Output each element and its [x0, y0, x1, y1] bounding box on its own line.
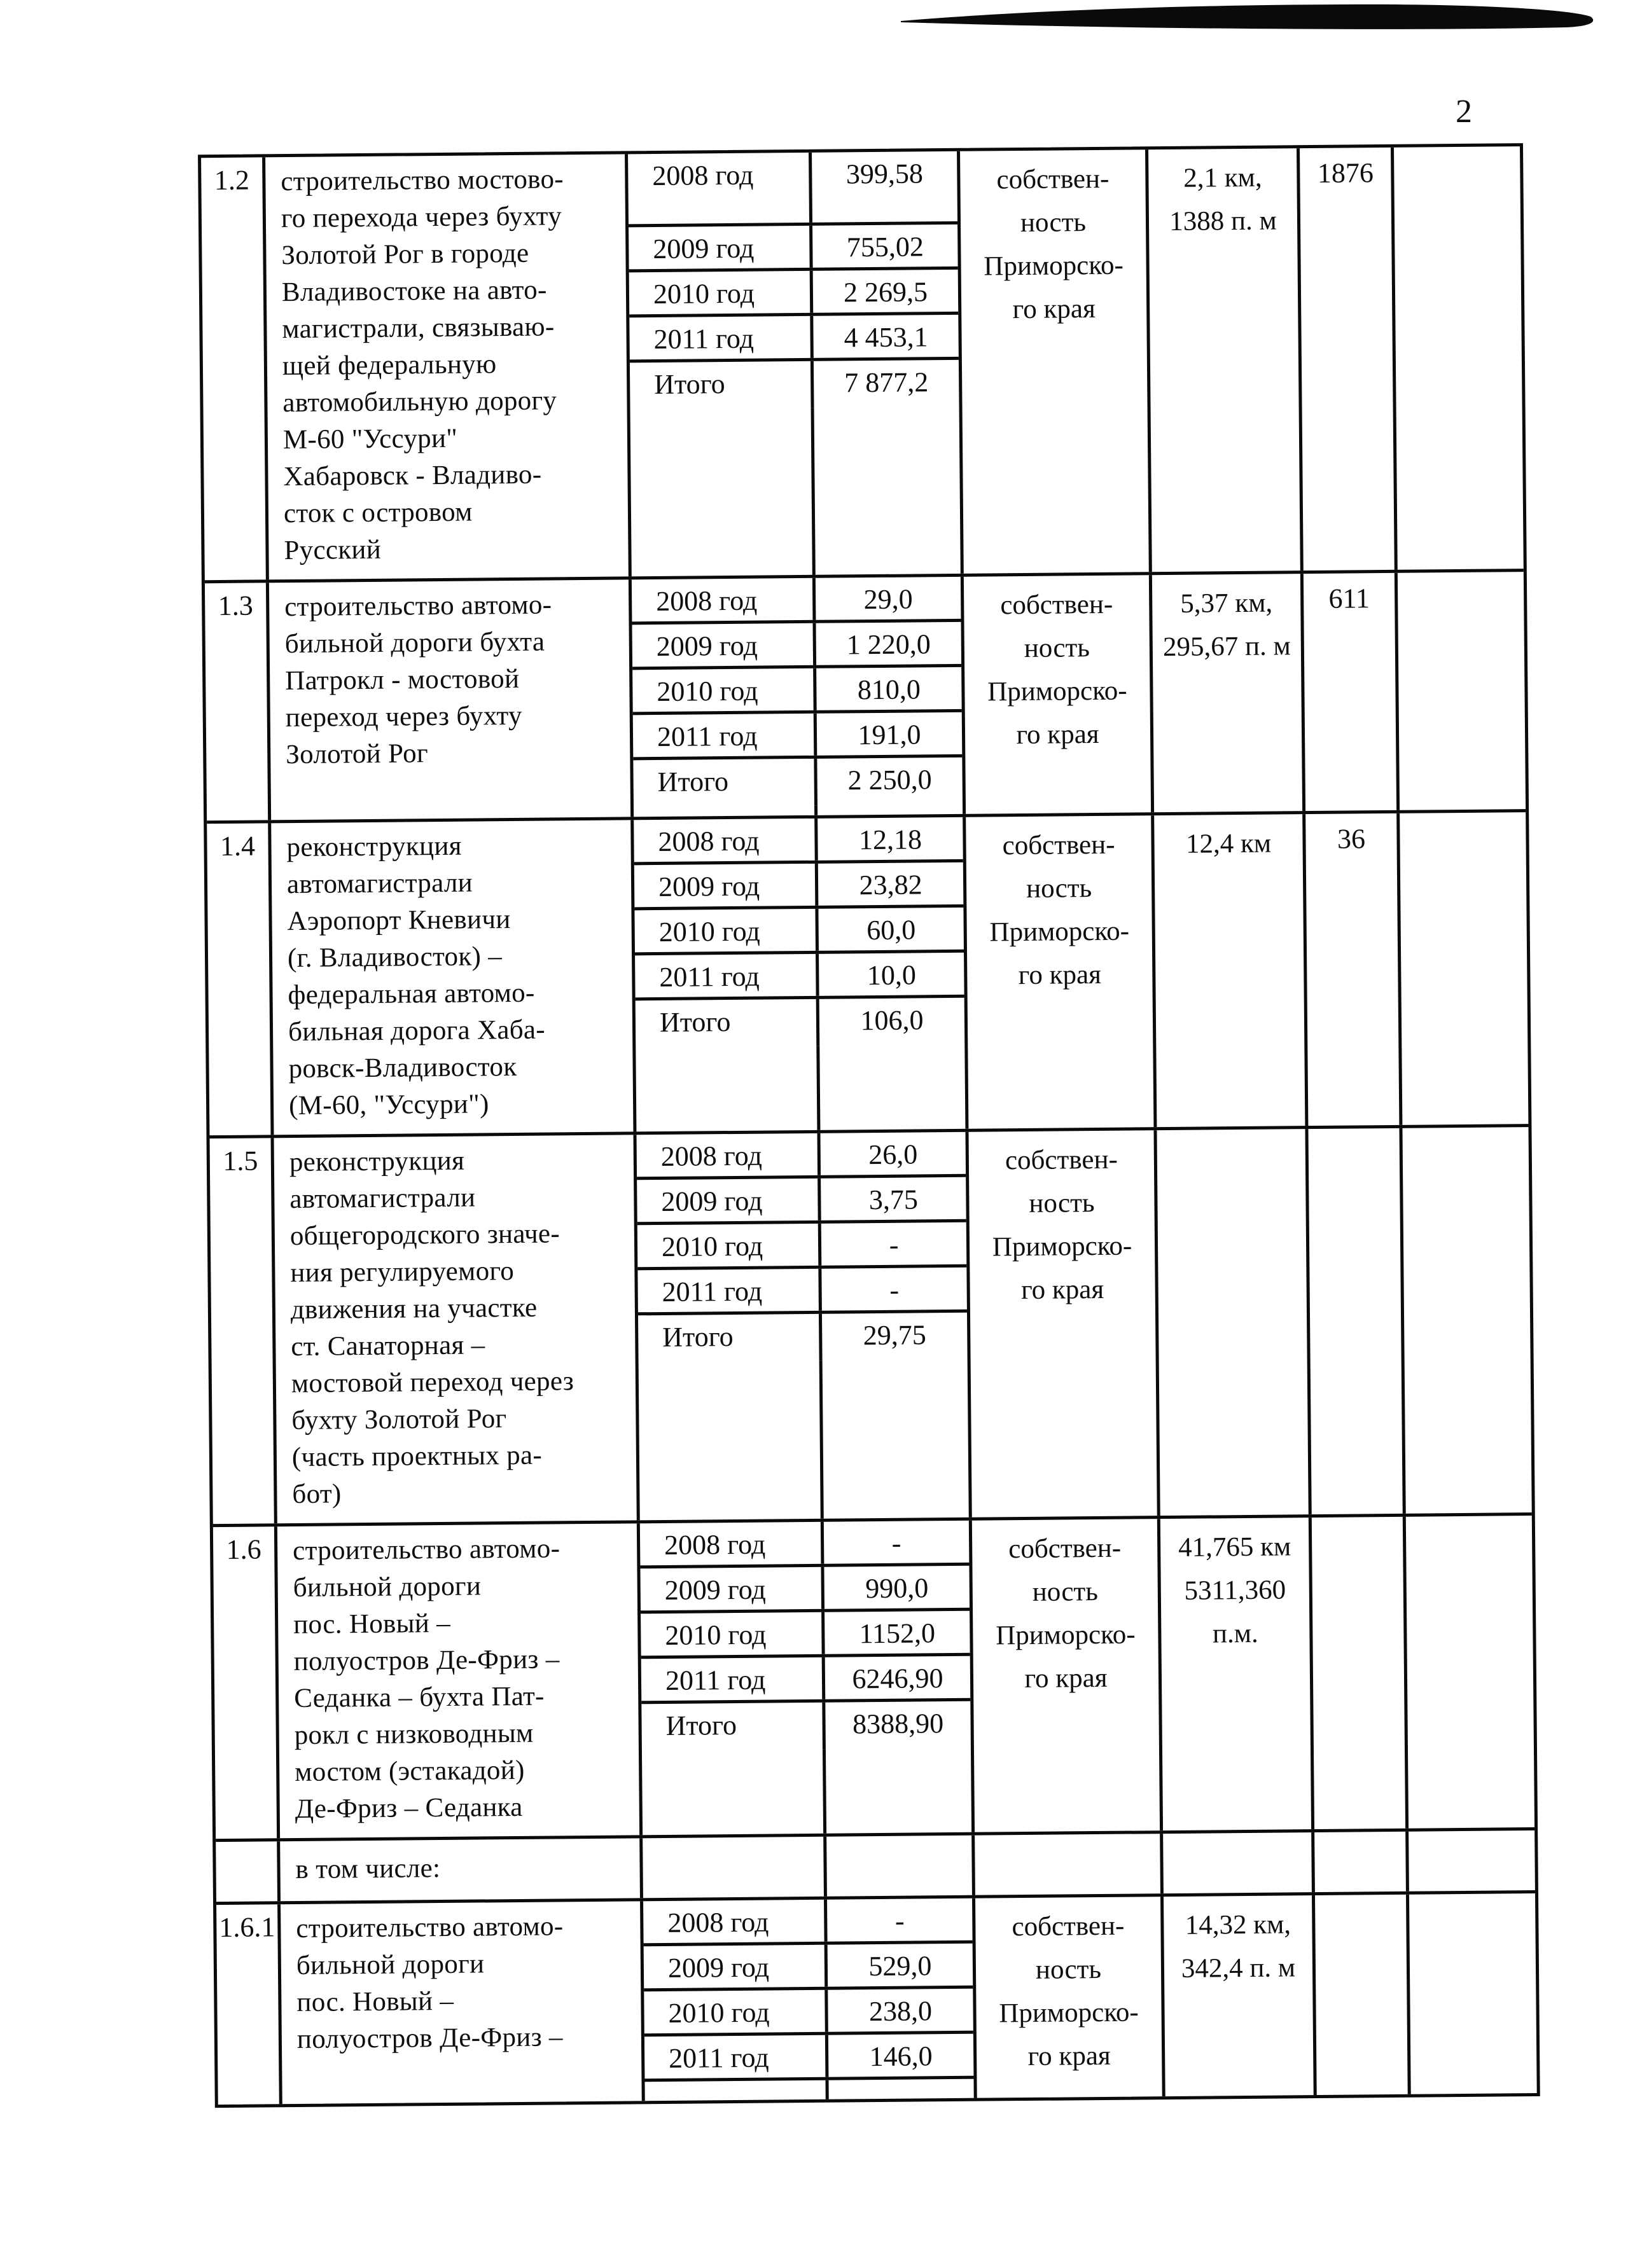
year-label: 2008 год: [655, 584, 758, 618]
empty-cell: [1396, 812, 1528, 1125]
year-amount: 146,0: [825, 2034, 974, 2077]
total-amount: 2 250,0: [814, 757, 963, 806]
project-description: строительство автомо- бильной дороги бухта Патрокл - мостовой переход через бухту Золотой Рог: [266, 579, 630, 820]
table-row: [205, 569, 1526, 820]
count-cell: 611: [1300, 573, 1396, 811]
table-row: [213, 1512, 1534, 1839]
empty-cell: [1403, 1516, 1534, 1829]
count-cell: [1312, 1895, 1408, 2095]
page-number: 2: [1456, 93, 1472, 130]
year-subrow: [635, 953, 964, 1001]
year-subrow: [644, 1944, 973, 1992]
empty-cell: [1405, 1830, 1535, 1891]
year-amount: 4 453,1: [810, 315, 959, 358]
year-subrow: [628, 151, 957, 228]
year-label: 2009 год: [664, 1573, 767, 1606]
length-cell: 2,1 км, 1388 п. м: [1145, 148, 1300, 572]
year-amount: 990,0: [821, 1566, 970, 1609]
count-cell: [1311, 1832, 1406, 1892]
total-subrow: [633, 757, 963, 808]
count-cell: [1309, 1517, 1405, 1829]
table-row: [201, 146, 1524, 580]
table-row: [216, 1890, 1537, 2105]
total-amount: 7 877,2: [811, 360, 959, 408]
total-amount: 106,0: [816, 998, 965, 1046]
year-label: 2009 год: [653, 232, 755, 265]
year-label: 2009 год: [667, 1951, 770, 1984]
year-amount: 60,0: [815, 908, 964, 951]
year-label: 2011 год: [659, 960, 760, 993]
year-amount: 238,0: [824, 1989, 973, 2032]
year-subrow: [637, 1222, 967, 1271]
project-description: строительство мостово- го перехода через бухту Золотой Рог в городе Владивостоке на авто- магистрали, связываю- щей федеральную автомобильную дорогу М-60 "Уссури" Хабаровск - Владиво- сток с островом Русский: [262, 154, 629, 579]
year-label: 2010 год: [661, 1230, 763, 1262]
count-cell: [1305, 1128, 1402, 1514]
year-filler: [639, 1360, 969, 1521]
table-row: [207, 809, 1528, 1135]
total-amount: 8388,90: [822, 1701, 971, 1750]
year-subrow: [629, 315, 959, 363]
length-cell: 14,32 км, 342,4 п. м: [1160, 1895, 1314, 2096]
year-amount: 529,0: [824, 1944, 973, 1987]
row-number: [216, 1841, 277, 1902]
year-label: 2008 год: [658, 825, 760, 857]
length-cell: 5,37 км, 295,67 п. м: [1149, 574, 1302, 812]
year-label: 2009 год: [656, 630, 758, 663]
ownership-cell: собствен- ность Приморско- го края: [963, 815, 1153, 1129]
year-subrow: [641, 1656, 971, 1704]
year-filler: [642, 1748, 971, 1836]
year-subrow: [637, 1177, 966, 1226]
ink-smear-artifact: [898, 1, 1601, 34]
year-subrow: [634, 817, 963, 866]
year-label: 2010 год: [668, 1996, 770, 2029]
length-cell: [1160, 1832, 1312, 1893]
year-subrow: [637, 1132, 966, 1180]
year-amount: -: [824, 1898, 973, 1942]
project-description: строительство автомо- бильной дороги пос. Новый – полуостров Де-Фриз –: [277, 1901, 642, 2104]
row-number: 1.5: [223, 1145, 258, 1177]
subtotal-header-label: в том числе:: [277, 1838, 640, 1901]
year-amount: 6246,90: [822, 1656, 971, 1699]
year-amount: 10,0: [816, 953, 964, 996]
total-subrow: [630, 360, 959, 410]
subtotal-header-row: [216, 1827, 1535, 1902]
year-amount-block: [625, 151, 961, 577]
empty-cell: [1406, 1893, 1537, 2094]
year-amount: 399,58: [809, 151, 957, 223]
row-number: 1.6: [226, 1533, 261, 1565]
year-amount: 26,0: [817, 1132, 966, 1175]
year-amount-block: [630, 817, 965, 1132]
year-amount: 191,0: [814, 712, 963, 756]
year-amount: 1152,0: [821, 1611, 970, 1654]
year-label: 2008 год: [660, 1140, 763, 1172]
empty-cell: [1395, 572, 1526, 810]
year-subrow: [644, 2034, 974, 2082]
total-label: Итого: [653, 368, 725, 401]
ownership-cell: собствен- ность Приморско- го края: [969, 1519, 1160, 1832]
year-subrow: [632, 577, 961, 625]
ownership-cell: собствен- ность Приморско- го края: [961, 575, 1151, 814]
project-description: реконструкция автомагистрали Аэропорт Кневичи (г. Владивосток) – федеральная автомо- бильная дорога Хаба- ровск-Владивосток (М-60, "Уссури"): [268, 820, 633, 1135]
year-subrow: [634, 862, 964, 911]
row-number: 1.4: [219, 830, 256, 862]
year-amount: 29,0: [812, 577, 961, 620]
year-amount: 810,0: [813, 667, 962, 710]
year-amount-block: [639, 1836, 972, 1898]
total-label: Итого: [665, 1709, 737, 1741]
year-amount: 3,75: [818, 1177, 966, 1220]
length-cell: 12,4 км: [1151, 814, 1305, 1127]
year-amount-block: [634, 1132, 969, 1521]
project-description: реконструкция автомагистрали общегородского значе- ния регулируемого движения на участке ст. Санаторная – мостовой переход через бухту Золотой Рог (часть проектных ра- бот): [271, 1135, 637, 1523]
row-number: 1.2: [214, 164, 250, 197]
year-amount: -: [818, 1268, 967, 1311]
year-filler: [644, 2079, 973, 2101]
empty-cell: [1391, 146, 1524, 570]
length-cell: 41,765 км 5311,360 п.м.: [1157, 1518, 1311, 1830]
year-label: 2010 год: [653, 277, 755, 310]
year-amount: 2 269,5: [810, 270, 959, 313]
total-subrow: [641, 1701, 971, 1752]
year-filler: [630, 407, 961, 577]
ownership-cell: собствен- ность Приморско- го края: [965, 1130, 1157, 1518]
total-label: Итого: [657, 766, 729, 798]
ownership-cell: собствен- ность Приморско- го края: [957, 149, 1149, 574]
year-label: 2011 год: [657, 720, 758, 753]
year-subrow: [632, 622, 962, 670]
year-label: 2010 год: [658, 915, 761, 948]
year-label: 2011 год: [653, 322, 755, 356]
table-row: [209, 1124, 1531, 1524]
empty-cell: [1399, 1127, 1531, 1514]
year-amount-block: [640, 1898, 974, 2101]
year-label: 2011 год: [665, 1664, 766, 1696]
year-amount: -: [818, 1222, 967, 1266]
year-subrow: [633, 712, 963, 761]
year-amount: -: [821, 1521, 970, 1564]
total-subrow: [636, 998, 965, 1048]
count-cell: 36: [1302, 813, 1399, 1126]
year-subrow: [641, 1611, 970, 1659]
year-amount: 1 220,0: [812, 622, 961, 665]
year-subrow: [629, 270, 959, 318]
year-subrow: [643, 1898, 973, 1947]
year-label: 2011 год: [668, 2042, 769, 2074]
year-subrow: [640, 1566, 970, 1614]
year-subrow: [644, 1989, 973, 2037]
row-number: 1.6.1: [219, 1911, 275, 1944]
total-label: Итого: [662, 1320, 734, 1353]
project-description: строительство автомо- бильной дороги пос. Новый – полуостров Де-Фриз – Седанка – бухта Пат- рокл с низководным мостом (эстакадой) Де-Фриз – Седанка: [274, 1523, 639, 1838]
year-label: 2009 год: [661, 1185, 763, 1217]
year-label: 2010 год: [665, 1619, 767, 1651]
year-label: 2008 год: [664, 1528, 766, 1561]
year-subrow: [637, 1268, 967, 1316]
year-label: 2011 год: [662, 1275, 763, 1308]
year-subrow: [629, 225, 958, 273]
year-label: 2008 год: [652, 159, 754, 192]
length-cell: [1153, 1129, 1308, 1516]
year-filler: [643, 1836, 972, 1898]
year-amount: 23,82: [815, 862, 964, 906]
year-subrow: [634, 908, 964, 956]
year-amount-block: [637, 1521, 971, 1836]
total-subrow: [638, 1313, 968, 1363]
row-number: 1.3: [218, 590, 253, 622]
year-filler: [636, 1045, 965, 1132]
total-amount: 29,75: [819, 1313, 968, 1361]
year-label: 2010 год: [657, 675, 758, 708]
year-amount: 12,18: [814, 817, 963, 861]
year-label: 2009 год: [658, 870, 760, 902]
count-cell: 1876: [1297, 148, 1395, 570]
projects-table: [198, 143, 1540, 2108]
ownership-cell: собствен- ность Приморско- го края: [972, 1897, 1162, 2098]
year-label: 2008 год: [667, 1906, 769, 1939]
year-subrow: [640, 1521, 970, 1569]
year-amount: 755,02: [809, 225, 958, 268]
year-amount-block: [629, 577, 963, 817]
year-subrow: [632, 667, 962, 716]
total-label: Итого: [659, 1006, 731, 1038]
ownership-cell: [971, 1834, 1160, 1895]
